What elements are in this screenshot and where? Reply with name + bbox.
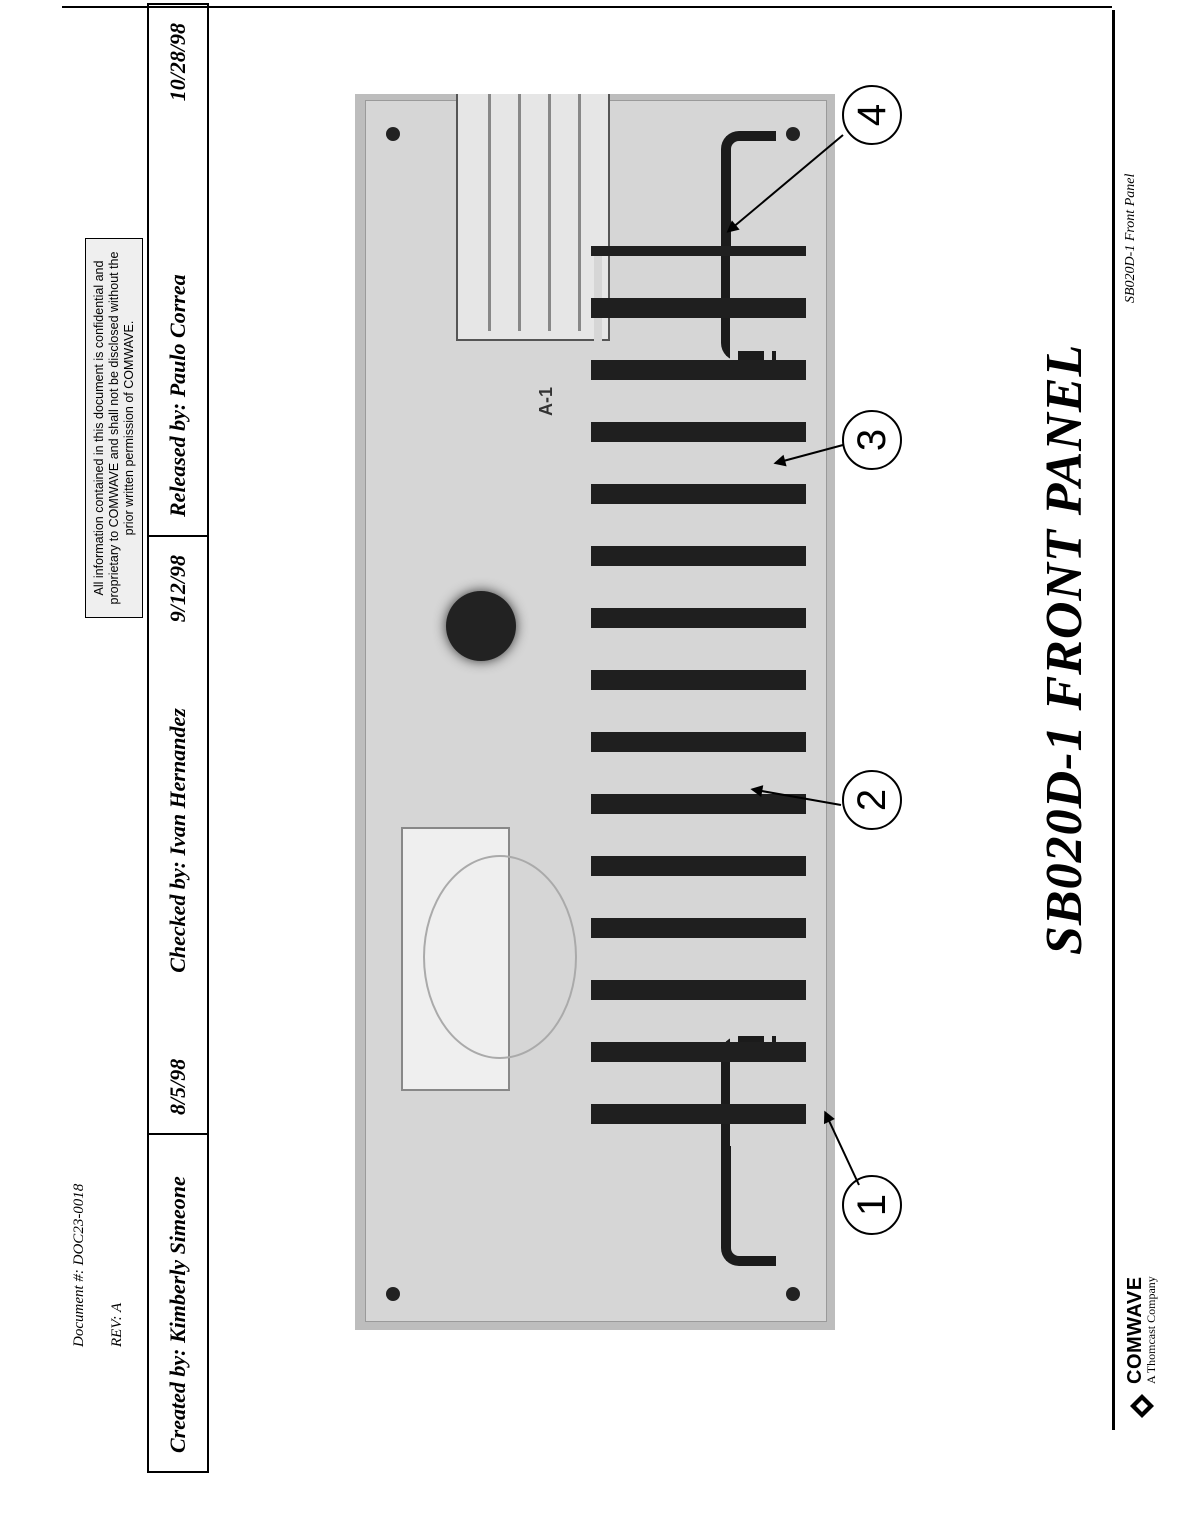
callout-4: 4 [842,85,902,145]
checked-date: 9/12/98 [165,555,190,623]
front-panel-photo [355,94,835,1330]
company-logo [1125,1276,1158,1420]
plate-label: A-1 [536,386,556,416]
revision: REV: A [109,1302,125,1347]
document-info [60,1184,136,1347]
page-title: SB020D-1 FRONT PANEL [1036,343,1093,955]
confidential-notice: All information contained in this document is confidential and proprietary to COMWAVE and shall not be disclosed without the prior written permission of COMWAVE. [85,238,143,618]
checked-by: Checked by: Ivan Hernandez [165,708,190,973]
callout-3: 3 [842,410,902,470]
released-date: 10/28/98 [165,23,190,102]
comwave-logo-icon [1128,1392,1156,1420]
document-short-title: SB020D-1 Front Panel [1123,173,1138,303]
callout-1: 1 [842,1175,902,1235]
header-rule [1112,10,1115,1430]
released-by: Released by: Paulo Correa [165,274,190,517]
selector-knob [446,591,516,661]
document-number: Document #: DOC23-0018 [71,1183,87,1347]
bolt-icon [386,1287,400,1301]
created-by: Created by: Kimberly Simeone [165,1176,190,1453]
released-cell [149,5,207,535]
rack-panel [365,100,827,1322]
created-date: 8/5/98 [165,1058,190,1115]
company-subtitle: A Thomcast Company [1144,1276,1158,1384]
status-label-panel [456,94,610,341]
callout-2: 2 [842,770,902,830]
checked-cell [149,535,207,1133]
bolt-icon [786,127,800,141]
company-name: COMWAVE [1124,1276,1146,1384]
footer-rule [62,6,1112,8]
vent-grille [591,246,806,1146]
bolt-icon [386,127,400,141]
approval-table [147,3,209,1473]
bolt-icon [786,1287,800,1301]
created-cell [149,1133,207,1471]
panel-meter [401,827,510,1091]
